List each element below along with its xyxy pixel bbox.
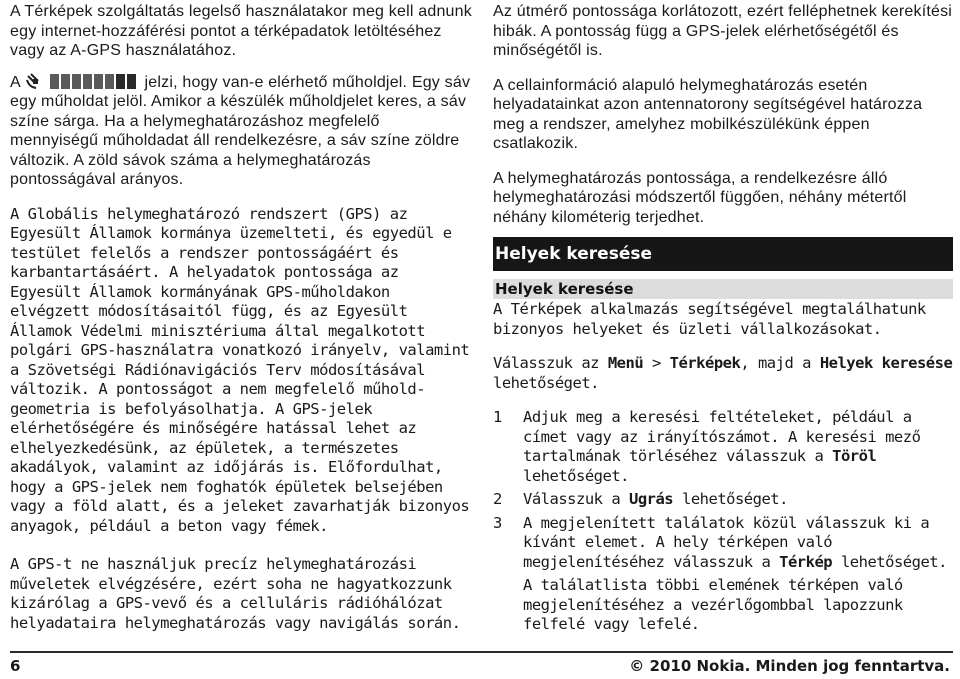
step-item	[493, 490, 953, 510]
menu-path-separator: >	[643, 354, 670, 372]
step-number: 1	[493, 408, 502, 426]
step-text: Adjuk meg a keresési feltételeket, például a címet vagy az irányítószámot. A keresési mező tartalmának törléséhez válasszuk a	[523, 408, 921, 465]
section-heading: Helyek keresése	[493, 237, 953, 271]
step-note: A találatlista többi elemének térképen való megjelenítéséhez a vezérlőgombbal lapozzunk felfelé vagy lefelé.	[523, 576, 903, 633]
satellite-paragraph	[10, 73, 472, 190]
odometer-paragraph: Az útmérő pontossága korlátozott, ezért felléphetnek kerekítési hibák. A pontosság függ a GPS-jelek elérhetőségétől és minőségétől is.	[493, 3, 953, 59]
menu-path-text: Válasszuk az	[493, 354, 608, 372]
satellite-paragraph-text: jelzi, hogy van-e elérhető műholdjel. Egy sáv egy műholdat jelöl. Amikor a készülék műholdjelet keres, a sáv színe sárga. Ha a helymeghatározáshoz megfelelő mennyiségű műholdadat áll rendelkezésre, a sáv színe zöldre változik. A zöld sávok száma a helymeghatározás pontosságával arányos.	[10, 73, 471, 188]
step-text: Válasszuk a	[523, 490, 629, 508]
search-places-label: Helyek keresése	[819, 354, 953, 372]
menu-path-text: , majd a	[740, 354, 820, 372]
footer-divider	[10, 651, 953, 653]
step-number: 3	[493, 513, 502, 532]
menu-path-text: lehetőséget.	[493, 373, 599, 392]
right-column	[493, 0, 953, 635]
menu-label: Menü	[607, 354, 644, 372]
gps-paragraph: A Globális helymeghatározó rendszert (GPS) az Egyesült Államok kormánya üzemelteti, és egyedül e testület felelős a rendszer pontosságáért és karbantartásáért. A helyadatok pontossága az Egyesült Államok kormányának GPS-műholdakon elvégzett módosításaitól függ, és az Egyesült Államok Védelmi minisztériuma által megalkotott polgári GPS-használatra vonatkozó irányelv, valamint a Szövetségi Rádiónavigációs Terv módosításával változik. A pontosságot a nem megfelelő műhold-geometria is befolyásolhatja. A GPS-jelek elérhetőségére és minőségére hatással lehet az elhelyezkedésünk, az épületek, a természetes akadályok, valamint az időjárás is. Előfordulhat, hogy a GPS-jelek nem foghatók épületek belsejében vagy a föld alatt, és a jeleket zavarhatják bizonyos anyagok, például a beton vagy fémek.	[10, 204, 470, 535]
step-item	[493, 514, 953, 635]
copyright: © 2010 Nokia. Minden jog fenntartva.	[629, 657, 950, 675]
step-text: lehetőséget.	[523, 466, 629, 485]
steps-list	[493, 408, 953, 635]
step-text: A megjelenített találatok közül válasszuk ki a kívánt elemet. A hely térképen való megjelenítéséhez válasszuk a	[523, 513, 930, 571]
menu-path-paragraph	[493, 354, 953, 393]
maps-label: Térképek	[669, 354, 741, 372]
page-number: 6	[10, 657, 21, 675]
accuracy-paragraph: A helymeghatározás pontossága, a rendelkezésre álló helymeghatározási módszertől függően, néhány métertől néhány kilométerig terjedhet.	[493, 169, 907, 226]
clear-option-label: Töröl	[832, 447, 877, 465]
step-text: lehetőséget.	[832, 552, 947, 571]
go-option-label: Ugrás	[628, 490, 674, 508]
intro-paragraph: A Térképek szolgáltatás legelső használatakor meg kell adnunk egy internet-hozzáférési pontot a térképadatok letöltéséhez vagy az A-GPS használatához.	[10, 3, 472, 59]
step-item	[493, 408, 953, 486]
left-column	[10, 0, 472, 633]
maps-intro-paragraph: A Térképek alkalmazás segítségével megtalálhatunk bizonyos helyeket és üzleti vállalkozásokat.	[493, 300, 926, 338]
map-option-label: Térkép	[779, 552, 833, 571]
satellite-signal-bars-icon	[25, 73, 136, 90]
sub-heading: Helyek keresése	[493, 279, 953, 299]
step-number: 2	[493, 490, 502, 508]
gps-warning-paragraph: A GPS-t ne használjuk precíz helymeghatározási műveletek elvégzésére, ezért soha ne hagyatkozzunk kizárólag a GPS-vevő és a celluláris rádióhálózat helyadataira helymeghatározás vagy navigálás során.	[10, 555, 461, 632]
cell-info-paragraph: A cellainformáció alapuló helymeghatározás esetén helyadatainkat azon antennatorony segítségével határozza meg a rendszer, amelyhez mobilkészülékünk éppen csatlakozik.	[493, 76, 923, 152]
step-text: lehetőséget.	[673, 490, 788, 508]
satellite-paragraph-prefix: A	[10, 73, 21, 91]
